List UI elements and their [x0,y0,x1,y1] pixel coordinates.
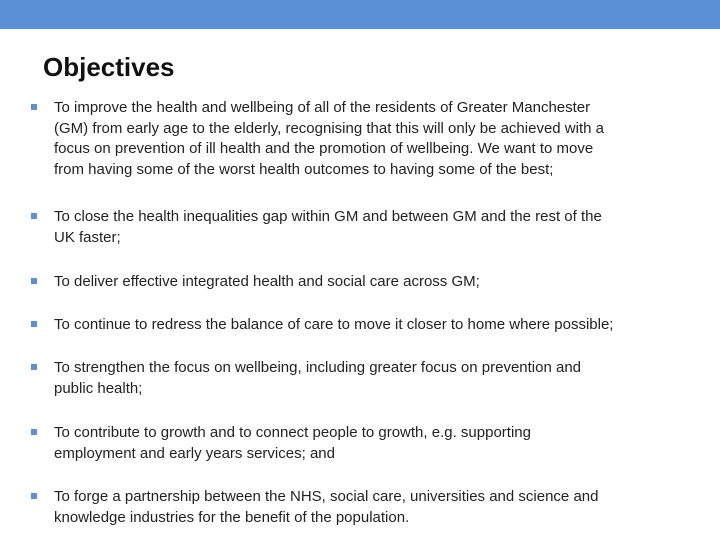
objective-line: focus on prevention of ill health and the promotion of wellbeing. We want to move [54,140,594,157]
objective-text [54,423,690,464]
objective-line: To improve the health and wellbeing of all of the residents of Greater Manchester [54,99,591,116]
objective-line: public health; [54,379,143,397]
square-bullet-icon [31,364,37,370]
objective-line: To close the health inequalities gap within GM and between GM and the rest of the [54,208,602,225]
square-bullet-icon [31,429,37,435]
objective-line: To contribute to growth and to connect people to growth, e.g. supporting [54,424,531,441]
objective-line: knowledge industries for the benefit of the population. [54,508,410,526]
objective-line: To deliver effective integrated health and social care across GM; [54,273,480,290]
objective-text [54,98,690,180]
objective-line: To strengthen the focus on wellbeing, including greater focus on prevention and [54,359,582,376]
objective-line: employment and early years services; and [54,444,335,462]
square-bullet-icon [31,213,37,219]
objective-line: (GM) from early age to the elderly, recognising that this will only be achieved with a [54,119,604,137]
objective-text [54,358,690,399]
objective-line: To continue to redress the balance of care to move it closer to home where possible; [54,316,614,333]
square-bullet-icon [31,493,37,499]
objective-text [54,487,690,528]
square-bullet-icon [31,104,37,110]
objective-text [54,207,690,248]
objective-text [54,315,690,336]
objective-line: To forge a partnership between the NHS, social care, universities and science and [54,488,599,505]
square-bullet-icon [31,321,37,327]
objective-text [54,272,690,293]
square-bullet-icon [31,278,37,284]
objective-line: from having some of the worst health outcomes to having some of the best; [54,160,554,178]
objective-line: UK faster; [54,228,121,246]
slide-title: Objectives [43,52,175,82]
